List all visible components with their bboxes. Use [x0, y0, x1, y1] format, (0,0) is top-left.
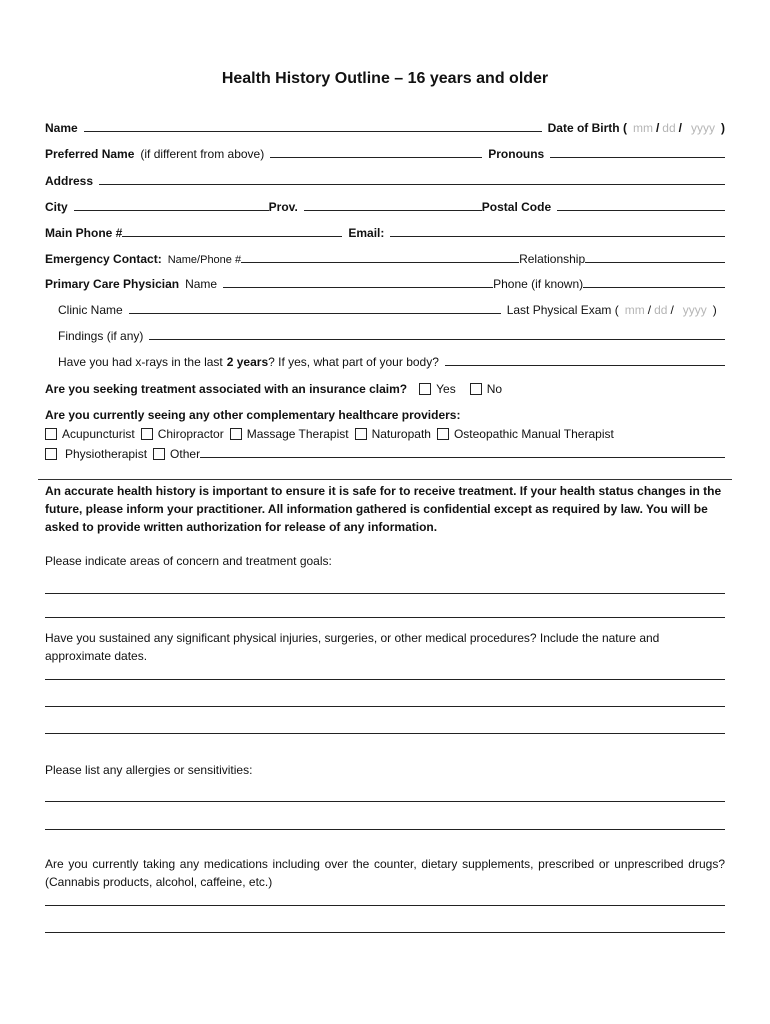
city-field[interactable] — [74, 210, 269, 211]
concerns-line-1[interactable] — [45, 593, 725, 594]
clinic-name-label: Clinic Name — [58, 303, 123, 317]
email-field[interactable] — [390, 236, 725, 237]
preferred-name-label: Preferred Name — [45, 147, 135, 161]
concerns-question: Please indicate areas of concern and treatment goals: — [45, 554, 332, 568]
allergies-line-2[interactable] — [45, 829, 725, 830]
clinic-row: Clinic Name Last Physical Exam ( mm / dd / yyyy ) — [58, 303, 717, 317]
other-label: Other — [170, 447, 201, 461]
chiropractor-label: Chiropractor — [157, 427, 224, 441]
injuries-line-3[interactable] — [45, 733, 725, 734]
allergies-question: Please list any allergies or sensitivities: — [45, 763, 253, 777]
providers-options-row-2 — [45, 443, 725, 461]
acupuncturist-checkbox[interactable] — [45, 428, 57, 440]
naturopath-checkbox[interactable] — [355, 428, 367, 440]
osteopathic-label: Osteopathic Manual Therapist — [453, 427, 614, 441]
physician-row — [45, 273, 725, 291]
dob-label: Date of Birth ( — [547, 121, 627, 135]
preferred-name-note: (if different from above) — [140, 147, 265, 161]
medications-question: Are you currently taking any medications including over the counter, dietary supplements, prescribed or unprescribed drugs? (Cannabis products, alcohol, caffeine, etc.) — [45, 857, 725, 889]
insurance-question: Are you seeking treatment associated with an insurance claim? — [45, 382, 408, 396]
confidentiality-notice: An accurate health history is important to ensure it is safe for to receive treatment. If your health status changes in the future, please inform your practitioner. All information gathered is confidential except as required by law. You will be asked to provide written authorization for release of any information. — [45, 484, 722, 534]
dob-month-field[interactable]: mm — [632, 121, 653, 135]
pronouns-field[interactable] — [550, 157, 725, 158]
injuries-line-1[interactable] — [45, 679, 725, 680]
exam-month-field[interactable]: mm — [624, 303, 645, 317]
dob-day-field[interactable]: dd — [662, 121, 676, 135]
main-phone-field[interactable] — [122, 236, 342, 237]
name-field[interactable] — [84, 131, 542, 132]
prov-field[interactable] — [304, 210, 482, 211]
massage-therapist-label: Massage Therapist — [246, 427, 349, 441]
xray-prefix: Have you had x-rays in the last — [58, 355, 223, 369]
preferred-name-row — [45, 143, 725, 161]
emergency-contact-row — [45, 248, 725, 266]
xray-row — [58, 351, 725, 369]
section-divider — [38, 479, 732, 480]
naturopath-label: Naturopath — [371, 427, 431, 441]
providers-question-row — [45, 404, 725, 422]
postal-code-label: Postal Code — [481, 200, 552, 214]
insurance-no-checkbox[interactable] — [470, 383, 482, 395]
form-title: Health History Outline – 16 years and older — [221, 70, 549, 87]
emergency-contact-field[interactable] — [241, 262, 519, 263]
other-checkbox[interactable] — [153, 448, 165, 460]
providers-question: Are you currently seeing any other complementary healthcare providers: — [45, 408, 461, 422]
relationship-field[interactable] — [585, 262, 725, 263]
osteopathic-checkbox[interactable] — [437, 428, 449, 440]
insurance-yes-checkbox[interactable] — [419, 383, 431, 395]
allergies-line-1[interactable] — [45, 801, 725, 802]
address-label: Address — [45, 174, 94, 188]
findings-row — [58, 325, 725, 343]
acupuncturist-label: Acupuncturist — [62, 427, 135, 441]
concerns-line-2[interactable] — [45, 617, 725, 618]
address-field[interactable] — [99, 184, 725, 185]
pronouns-label: Pronouns — [488, 147, 545, 161]
email-label: Email: — [348, 226, 385, 240]
main-phone-label: Main Phone # — [45, 226, 123, 240]
findings-field[interactable] — [149, 339, 725, 340]
relationship-label: Relationship — [519, 252, 586, 266]
massage-therapist-checkbox[interactable] — [230, 428, 242, 440]
providers-options-row-1 — [45, 423, 725, 441]
physician-name-field[interactable] — [223, 287, 493, 288]
medications-line-2[interactable] — [45, 932, 725, 933]
physiotherapist-label: Physiotherapist — [65, 447, 148, 461]
emergency-contact-label: Emergency Contact: — [45, 252, 162, 266]
name-label: Name — [45, 121, 78, 135]
emergency-name-phone-label: Name/Phone # — [167, 254, 242, 266]
clinic-name-field[interactable] — [129, 313, 501, 314]
exam-year-field[interactable]: yyyy — [682, 303, 707, 317]
insurance-row — [45, 378, 725, 396]
xray-bold: 2 years — [226, 355, 269, 369]
physician-phone-label: Phone (if known) — [493, 277, 584, 291]
physician-label: Primary Care Physician — [45, 277, 180, 291]
physiotherapist-checkbox[interactable] — [45, 448, 57, 460]
xray-field[interactable] — [445, 365, 725, 366]
injuries-line-2[interactable] — [45, 706, 725, 707]
last-exam-label: Last Physical Exam ( — [506, 303, 619, 317]
city-label: City — [45, 200, 68, 214]
city-row — [45, 196, 725, 214]
insurance-yes-label: Yes — [436, 382, 456, 396]
address-row — [45, 170, 725, 188]
preferred-name-field[interactable] — [270, 157, 482, 158]
findings-label: Findings (if any) — [58, 329, 144, 343]
physician-name-label: Name — [185, 277, 218, 291]
prov-label: Prov. — [268, 200, 298, 214]
physician-phone-field[interactable] — [583, 287, 725, 288]
injuries-question: Have you sustained any significant physical injuries, surgeries, or other medical procedures? Include the nature and approximate dates. — [45, 631, 660, 663]
phone-email-row — [45, 222, 725, 240]
dob-year-field[interactable]: yyyy — [691, 121, 715, 135]
medications-line-1[interactable] — [45, 905, 725, 906]
insurance-no-label: No — [486, 382, 503, 396]
name-row: Name Date of Birth ( mm / dd / yyyy ) — [45, 121, 725, 135]
chiropractor-checkbox[interactable] — [141, 428, 153, 440]
postal-code-field[interactable] — [557, 210, 725, 211]
exam-day-field[interactable]: dd — [654, 303, 668, 317]
xray-suffix: ? If yes, what part of your body? — [268, 355, 439, 369]
other-field[interactable] — [200, 457, 725, 458]
